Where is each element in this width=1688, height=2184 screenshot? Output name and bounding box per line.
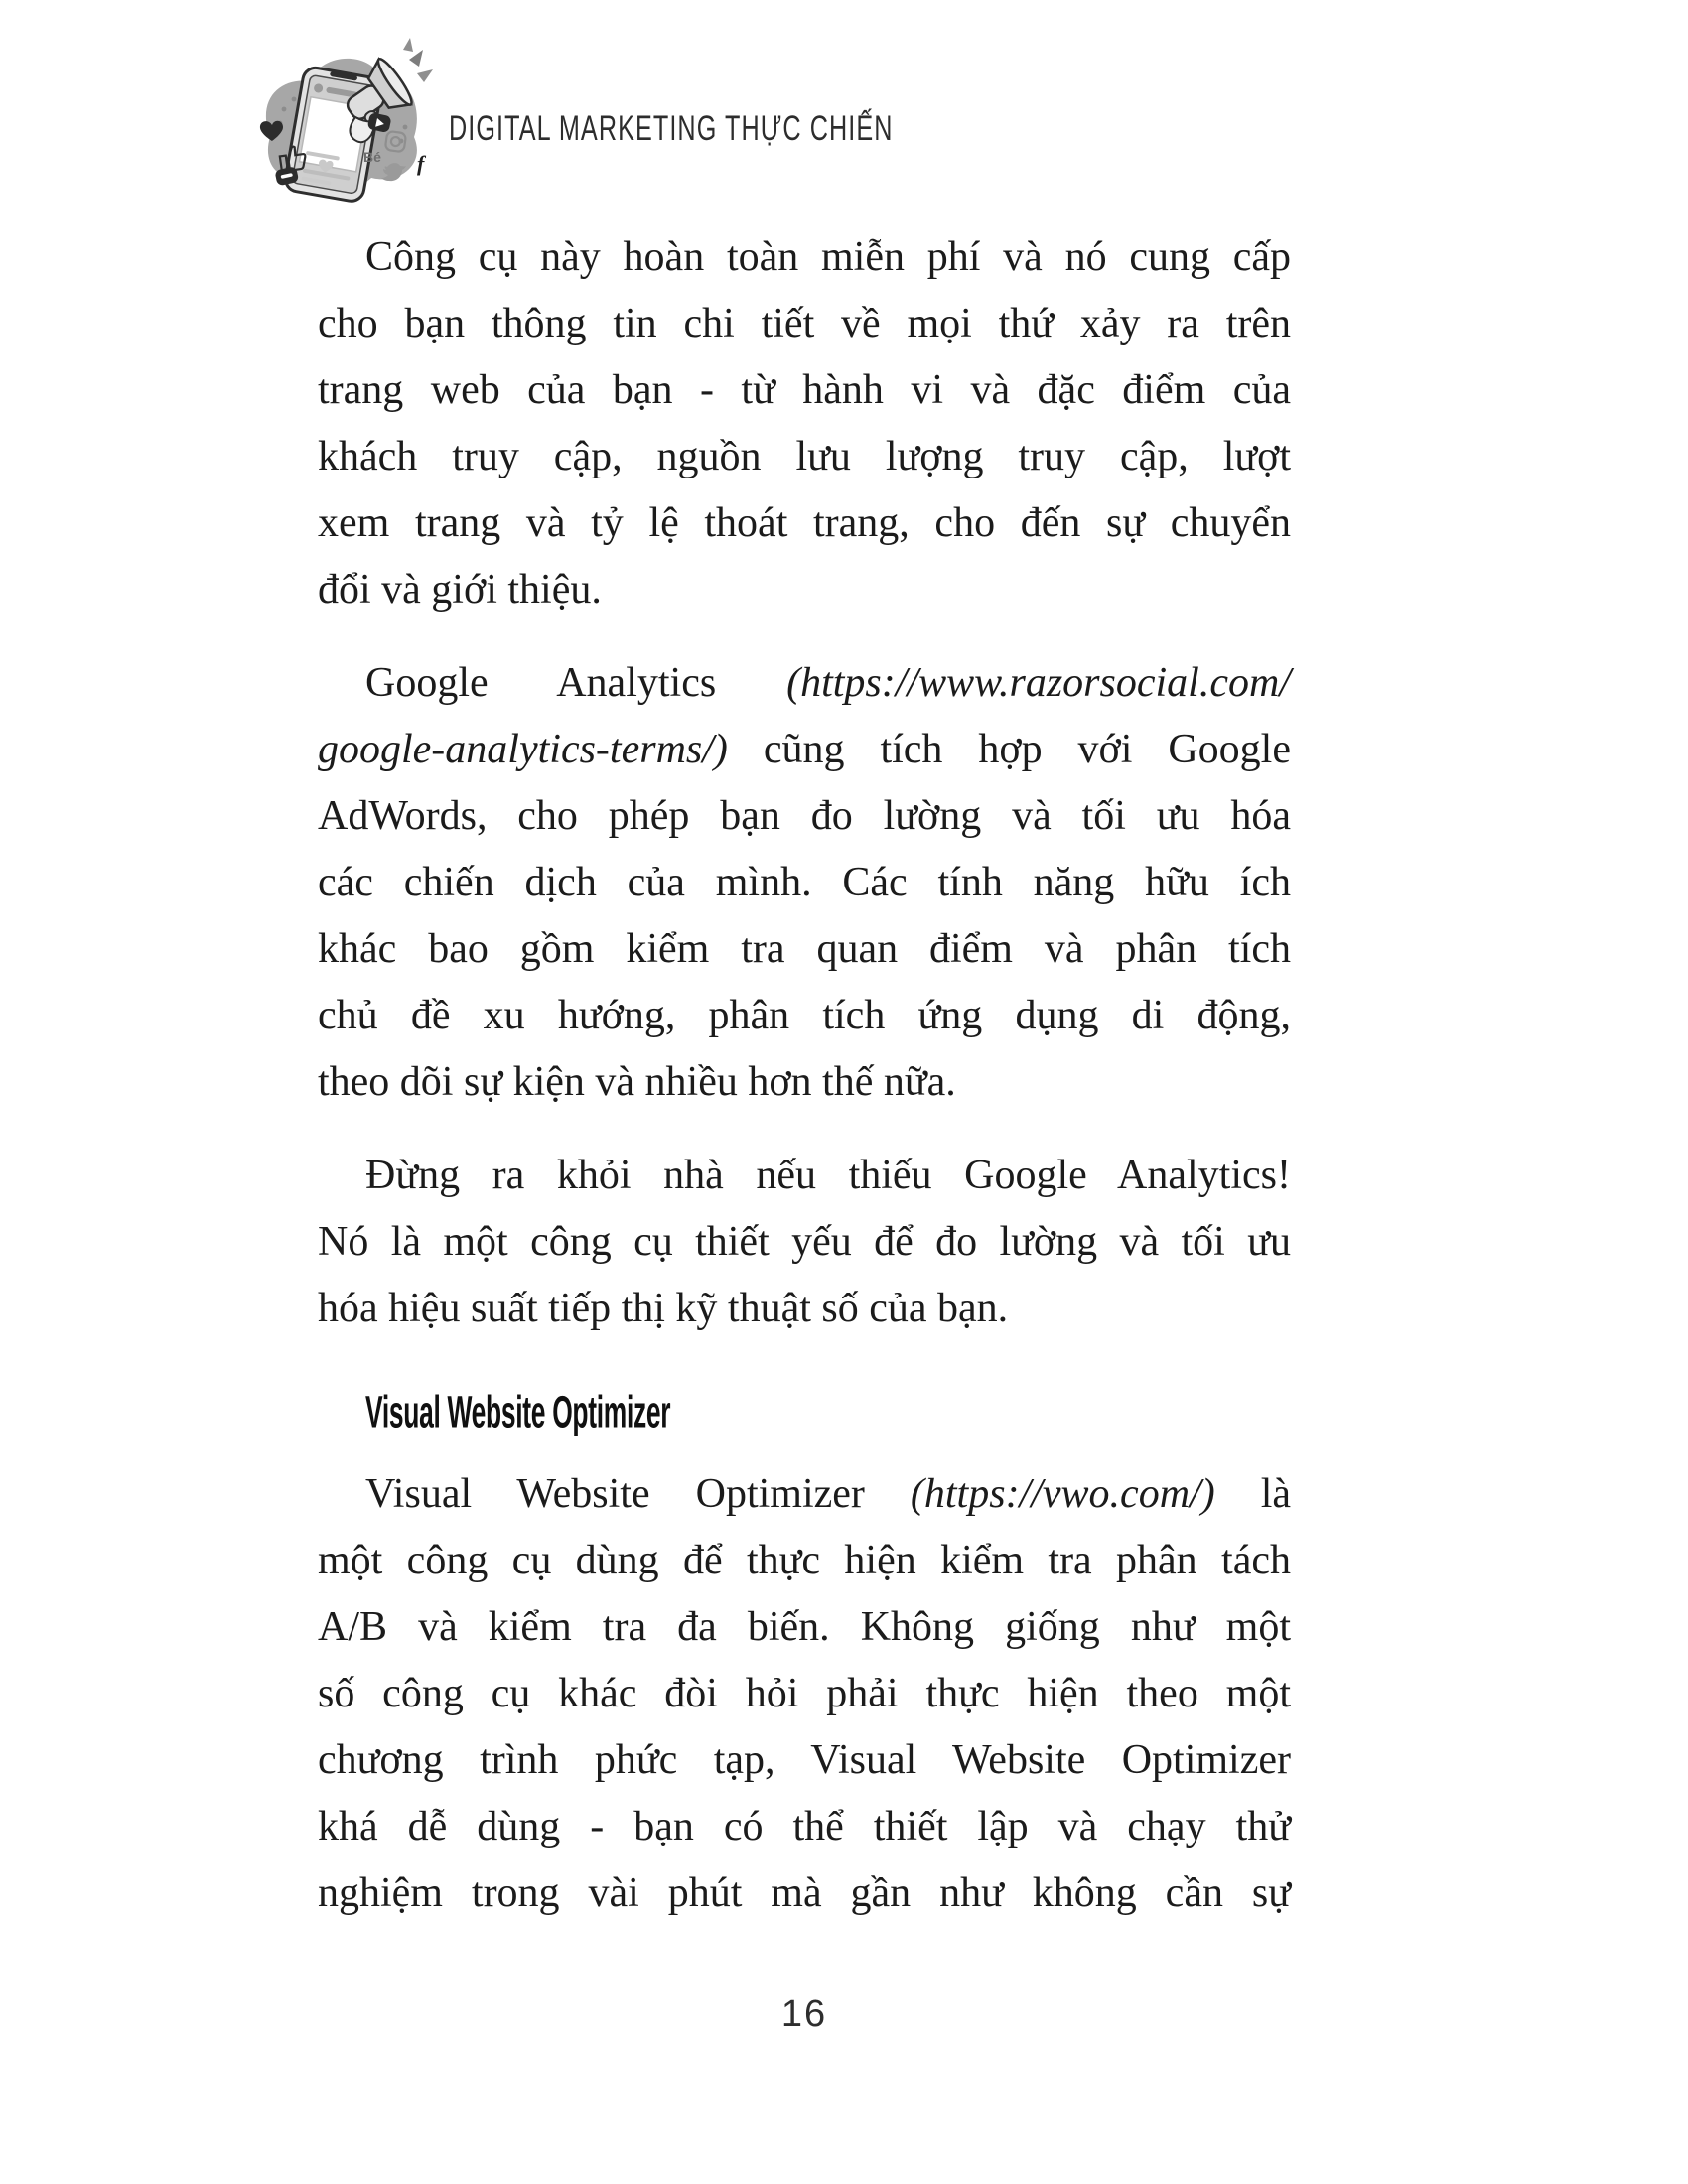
paragraph-line bbox=[318, 717, 1291, 783]
text-segment: hóa hiệu suất tiếp thị kỹ thuật số của bạn. bbox=[318, 1286, 1009, 1331]
facebook-icon: f bbox=[417, 151, 425, 176]
paragraph-line bbox=[318, 1276, 1291, 1342]
paragraph-line bbox=[318, 916, 1291, 983]
logo-illustration bbox=[220, 36, 439, 203]
text-segment: AdWords, cho phép bạn đo lường và tối ưu hóa bbox=[318, 793, 1291, 839]
text-segment: khác bao gồm kiểm tra quan điểm và phân tích bbox=[318, 926, 1291, 972]
paragraph-line bbox=[318, 1528, 1291, 1594]
text-segment: theo dõi sự kiện và nhiều hơn thế nữa. bbox=[318, 1059, 956, 1105]
body-paragraph bbox=[318, 224, 1291, 623]
text-segment: Google Analytics bbox=[365, 660, 787, 706]
paragraph-line bbox=[318, 983, 1291, 1049]
text-segment: đổi và giới thiệu. bbox=[318, 567, 602, 613]
text-segment: cũng tích hợp với Google bbox=[727, 727, 1291, 772]
body-text-column bbox=[318, 224, 1291, 1954]
paragraph-line bbox=[318, 1209, 1291, 1276]
paragraph-line bbox=[318, 424, 1291, 490]
paragraph-line bbox=[318, 1049, 1291, 1116]
paragraph-line bbox=[318, 1461, 1291, 1528]
section-heading: Visual Website Optimizer bbox=[365, 1387, 671, 1437]
text-segment: Đừng ra khỏi nhà nếu thiếu Google Analytics! bbox=[365, 1153, 1291, 1198]
body-paragraph bbox=[318, 1461, 1291, 1927]
text-segment: số công cụ khác đòi hỏi phải thực hiện theo một bbox=[318, 1671, 1291, 1716]
book-header-title: DIGITAL MARKETING THỰC CHIẾN bbox=[449, 109, 894, 148]
paragraph-line bbox=[318, 557, 1291, 623]
behance-icon: Bé bbox=[363, 149, 381, 165]
text-segment: khá dễ dùng - bạn có thể thiết lập và chạy thử bbox=[318, 1804, 1291, 1849]
text-segment: một công cụ dùng để thực hiện kiểm tra phân tách bbox=[318, 1538, 1291, 1583]
text-segment: chủ đề xu hướng, phân tích ứng dụng di động, bbox=[318, 993, 1291, 1038]
text-segment: xem trang và tỷ lệ thoát trang, cho đến sự chuyển bbox=[318, 500, 1291, 546]
text-segment: chương trình phức tạp, Visual Website Optimizer bbox=[318, 1737, 1291, 1783]
text-segment: A/B và kiểm tra đa biến. Không giống như một bbox=[318, 1604, 1291, 1650]
text-segment: trang web của bạn - từ hành vi và đặc điểm của bbox=[318, 367, 1291, 413]
text-segment: Công cụ này hoàn toàn miễn phí và nó cung cấp bbox=[365, 234, 1291, 280]
paragraph-line bbox=[318, 1661, 1291, 1727]
text-segment: cho bạn thông tin chi tiết về mọi thứ xảy ra trên bbox=[318, 301, 1291, 346]
paragraph-line bbox=[318, 490, 1291, 557]
url-text: (https://vwo.com/) bbox=[910, 1471, 1215, 1517]
text-segment: nghiệm trong vài phút mà gần như không cần sự bbox=[318, 1870, 1291, 1916]
paragraph-line bbox=[318, 357, 1291, 424]
body-paragraph bbox=[318, 650, 1291, 1116]
paragraph-line bbox=[318, 783, 1291, 850]
text-segment: Nó là một công cụ thiết yếu để đo lường và tối ưu bbox=[318, 1219, 1291, 1265]
text-segment: Visual Website Optimizer bbox=[365, 1471, 911, 1517]
text-segment: khách truy cập, nguồn lưu lượng truy cập, lượt bbox=[318, 434, 1291, 479]
body-paragraph bbox=[318, 1143, 1291, 1342]
paragraph-line bbox=[318, 1727, 1291, 1794]
paragraph-line bbox=[318, 850, 1291, 916]
paragraph-line bbox=[318, 291, 1291, 357]
sound-marks-icon bbox=[403, 38, 433, 82]
url-text: (https://www.razorsocial.com/ bbox=[786, 660, 1291, 706]
paragraph-line bbox=[318, 1794, 1291, 1860]
paragraph-line bbox=[318, 1594, 1291, 1661]
paragraph-line bbox=[318, 650, 1291, 717]
paragraph-line bbox=[318, 1143, 1291, 1209]
text-segment: các chiến dịch của mình. Các tính năng hữu ích bbox=[318, 860, 1291, 905]
paragraph-line bbox=[318, 1860, 1291, 1927]
page-number: 16 bbox=[780, 1993, 828, 2035]
url-text: google-analytics-terms/) bbox=[318, 727, 728, 772]
text-segment: là bbox=[1214, 1471, 1291, 1517]
paragraph-line bbox=[318, 224, 1291, 291]
